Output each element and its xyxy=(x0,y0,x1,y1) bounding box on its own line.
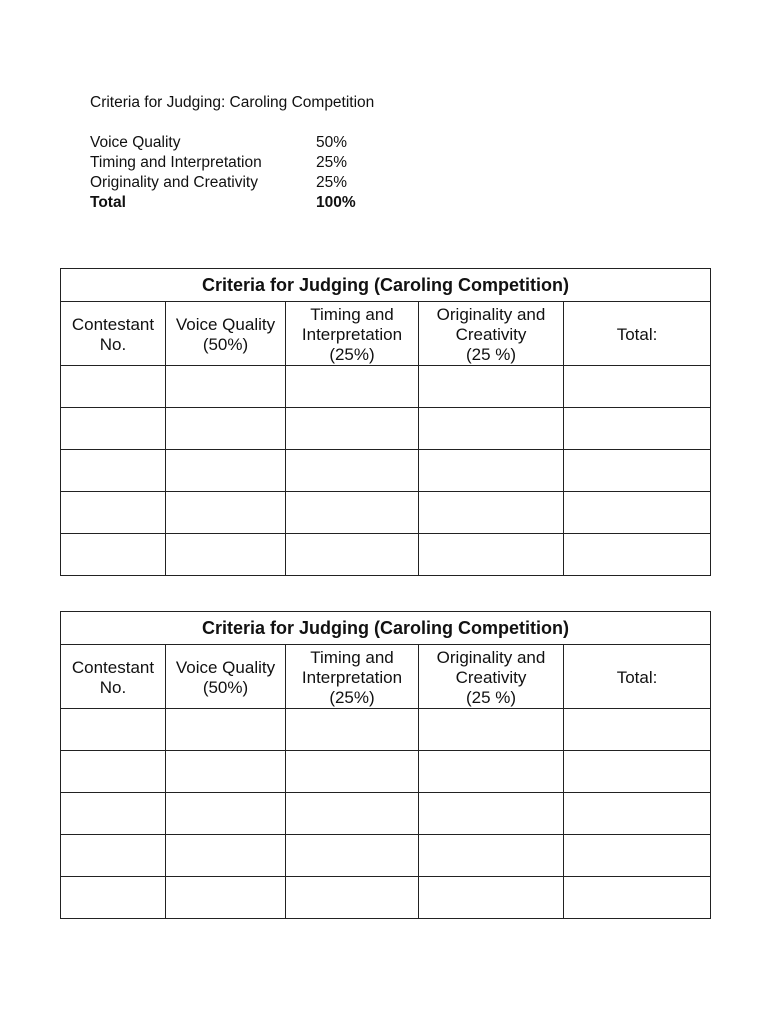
criterion-name: Originality and Creativity xyxy=(90,174,258,191)
intro-section xyxy=(90,93,374,213)
score-cell[interactable] xyxy=(166,793,286,835)
column-header-line: Total: xyxy=(616,667,658,687)
column-header-line: (50%) xyxy=(202,334,249,354)
score-cell[interactable] xyxy=(419,534,564,576)
criterion-name: Voice Quality xyxy=(90,134,181,151)
column-header xyxy=(61,645,166,709)
score-cell[interactable] xyxy=(286,877,419,919)
judging-table xyxy=(60,611,711,919)
criterion-row xyxy=(90,133,374,153)
score-cell[interactable] xyxy=(564,534,711,576)
column-header-line: (25 %) xyxy=(465,687,517,707)
criterion-row xyxy=(90,173,374,193)
page-title: Criteria for Judging: Caroling Competition xyxy=(90,94,375,111)
score-cell[interactable] xyxy=(61,492,166,534)
score-cell[interactable] xyxy=(286,366,419,408)
table-row xyxy=(61,408,711,450)
total-label: Total xyxy=(90,194,126,211)
score-cell[interactable] xyxy=(61,366,166,408)
column-header-line: No. xyxy=(99,334,127,354)
column-header-line: Timing and xyxy=(310,304,394,324)
column-header xyxy=(286,302,419,366)
criterion-weight: 50% xyxy=(316,134,348,151)
score-cell[interactable] xyxy=(61,534,166,576)
score-cell[interactable] xyxy=(166,366,286,408)
score-cell[interactable] xyxy=(564,709,711,751)
score-cell[interactable] xyxy=(564,751,711,793)
column-header xyxy=(564,302,711,366)
score-cell[interactable] xyxy=(419,877,564,919)
score-cell[interactable] xyxy=(166,709,286,751)
column-header xyxy=(166,302,286,366)
score-cell[interactable] xyxy=(564,793,711,835)
table-row xyxy=(61,366,711,408)
column-header-line: Originality and xyxy=(436,647,546,667)
table-row xyxy=(61,793,711,835)
score-cell[interactable] xyxy=(419,408,564,450)
score-cell[interactable] xyxy=(166,450,286,492)
score-cell[interactable] xyxy=(61,450,166,492)
column-header xyxy=(564,645,711,709)
score-cell[interactable] xyxy=(419,450,564,492)
score-cell[interactable] xyxy=(166,877,286,919)
criterion-weight: 25% xyxy=(316,174,348,191)
column-header-line: Contestant xyxy=(71,314,155,334)
column-header-line: Contestant xyxy=(71,657,155,677)
score-cell[interactable] xyxy=(564,366,711,408)
column-header-line: (25%) xyxy=(329,687,375,707)
score-cell[interactable] xyxy=(61,709,166,751)
score-cell[interactable] xyxy=(286,492,419,534)
score-cell[interactable] xyxy=(166,751,286,793)
table-row xyxy=(61,450,711,492)
score-cell[interactable] xyxy=(286,793,419,835)
criterion-row xyxy=(90,153,374,173)
criterion-total-row xyxy=(90,193,374,213)
score-cell[interactable] xyxy=(419,835,564,877)
score-cell[interactable] xyxy=(61,835,166,877)
score-cell[interactable] xyxy=(286,835,419,877)
score-cell[interactable] xyxy=(286,751,419,793)
column-header-line: (25%) xyxy=(329,344,375,364)
column-header-line: Voice Quality xyxy=(175,657,276,677)
score-cell[interactable] xyxy=(166,534,286,576)
score-cell[interactable] xyxy=(166,408,286,450)
score-cell[interactable] xyxy=(61,793,166,835)
column-header xyxy=(166,645,286,709)
column-header xyxy=(419,645,564,709)
table-caption: Criteria for Judging (Caroling Competition) xyxy=(61,612,711,645)
table-row xyxy=(61,534,711,576)
table-row xyxy=(61,877,711,919)
column-header xyxy=(419,302,564,366)
criterion-name: Timing and Interpretation xyxy=(90,154,262,171)
column-header-line: (25 %) xyxy=(465,344,517,364)
total-weight: 100% xyxy=(316,194,356,211)
judging-table xyxy=(60,268,711,576)
table-row xyxy=(61,492,711,534)
column-header-line: Creativity xyxy=(455,324,527,344)
score-cell[interactable] xyxy=(286,450,419,492)
column-header-line: (50%) xyxy=(202,677,249,697)
table-caption: Criteria for Judging (Caroling Competition) xyxy=(61,269,711,302)
score-cell[interactable] xyxy=(286,534,419,576)
column-header-line: Creativity xyxy=(455,667,527,687)
score-cell[interactable] xyxy=(166,492,286,534)
score-cell[interactable] xyxy=(61,751,166,793)
column-header xyxy=(286,645,419,709)
column-header-line: Interpretation xyxy=(301,667,403,687)
column-header-line: Total: xyxy=(616,324,658,344)
column-header-line: Voice Quality xyxy=(175,314,276,334)
score-cell[interactable] xyxy=(564,408,711,450)
score-cell[interactable] xyxy=(419,492,564,534)
score-cell[interactable] xyxy=(166,835,286,877)
criterion-weight: 25% xyxy=(316,154,348,171)
score-cell[interactable] xyxy=(286,709,419,751)
score-cell[interactable] xyxy=(61,408,166,450)
score-cell[interactable] xyxy=(61,877,166,919)
score-cell[interactable] xyxy=(419,709,564,751)
score-cell[interactable] xyxy=(564,877,711,919)
score-cell[interactable] xyxy=(419,366,564,408)
table-row xyxy=(61,709,711,751)
score-cell[interactable] xyxy=(564,835,711,877)
column-header-line: Interpretation xyxy=(301,324,403,344)
score-cell[interactable] xyxy=(564,492,711,534)
table-row xyxy=(61,835,711,877)
column-header-line: No. xyxy=(99,677,127,697)
column-header-line: Timing and xyxy=(310,647,394,667)
score-cell[interactable] xyxy=(419,751,564,793)
column-header xyxy=(61,302,166,366)
column-header-line: Originality and xyxy=(436,304,546,324)
score-cell[interactable] xyxy=(564,450,711,492)
score-cell[interactable] xyxy=(419,793,564,835)
score-cell[interactable] xyxy=(286,408,419,450)
table-row xyxy=(61,751,711,793)
